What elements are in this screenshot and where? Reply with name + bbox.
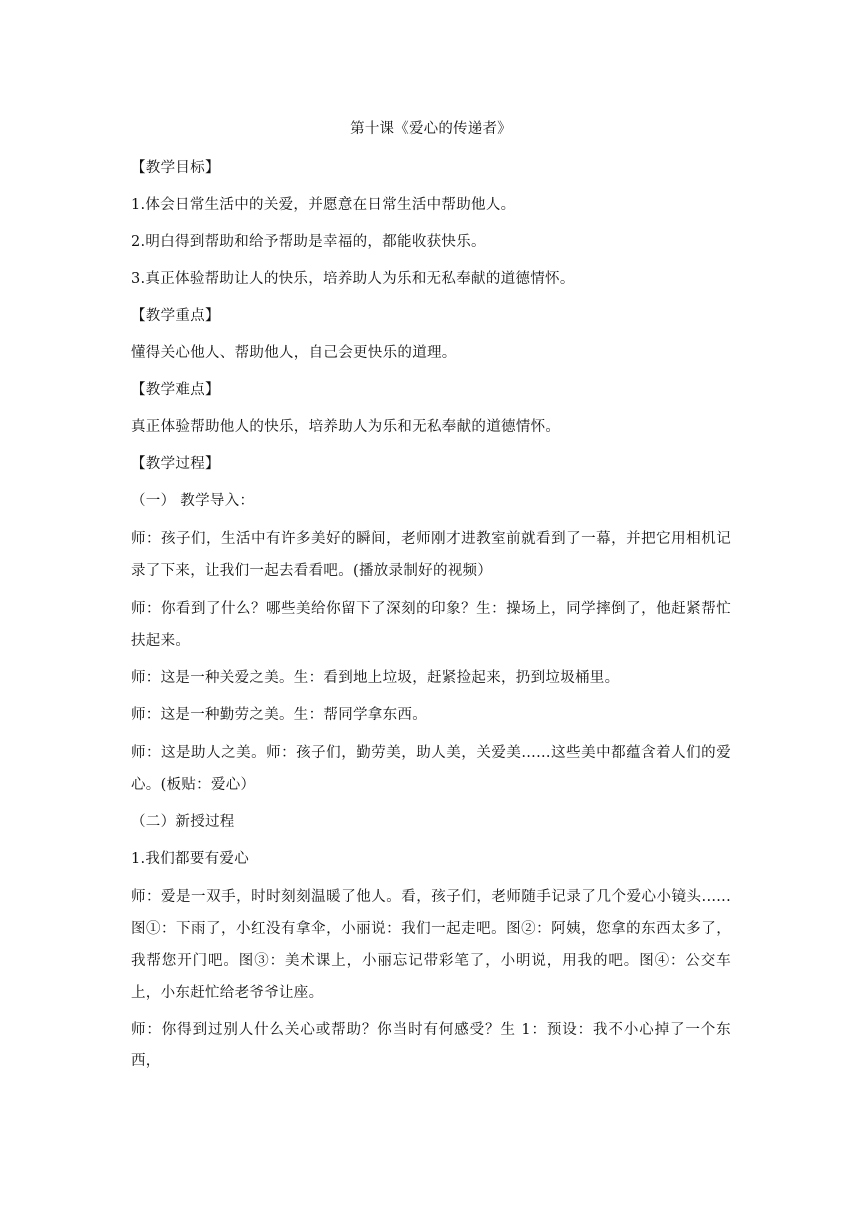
subsection-new-lesson: （二）新授过程 [131, 814, 235, 830]
section-heading-difficulties: 【教学难点】 [131, 382, 220, 398]
key-points-text: 懂得关心他人、帮助他人，自己会更快乐的道理。 [131, 345, 457, 361]
lesson-point-1: 1.我们都要有爱心 [131, 851, 250, 867]
difficulties-text: 真正体验帮助他人的快乐，培养助人为乐和无私奉献的道德情怀。 [131, 419, 561, 435]
dialogue-paragraph: 师：这是一种关爱之美。生：看到地上垃圾，赶紧捡起来，扔到垃圾桶里。 [131, 670, 620, 686]
document-body [131, 116, 731, 1083]
section-heading-objectives: 【教学目标】 [131, 160, 220, 176]
document-title: 第十课《爱心的传递者》 [350, 121, 512, 137]
objective-1: 1.体会日常生活中的关爱，并愿意在日常生活中帮助他人。 [131, 197, 516, 213]
objective-3: 3.真正体验帮助让人的快乐，培养助人为乐和无私奉献的道德情怀。 [131, 271, 575, 287]
dialogue-paragraph: 师：你看到了什么？哪些美给你留下了深刻的印象？生：操场上，同学摔倒了，他赶紧帮忙扶起来。 [131, 601, 731, 649]
dialogue-paragraph: 师：爱是一双手，时时刻刻温暖了他人。看，孩子们，老师随手记录了几个爱心小镜头......图①：下雨了，小红没有拿伞，小丽说：我们一起走吧。图②：阿姨，您拿的东西太多了，我帮您开门吧。图③：美术课上，小丽忘记带彩笔了，小明说，用我的吧。图④：公交车上，小东赶忙给老爷爷让座。 [131, 889, 731, 1001]
dialogue-paragraph: 师：这是助人之美。师：孩子们，勤劳美，助人美，关爱美......这些美中都蕴含着人们的爱心。(板贴：爱心） [131, 745, 731, 793]
section-heading-process: 【教学过程】 [131, 456, 220, 472]
section-heading-key-points: 【教学重点】 [131, 308, 220, 324]
dialogue-paragraph: 师：这是一种勤劳之美。生：帮同学拿东西。 [131, 707, 427, 723]
dialogue-paragraph: 师：孩子们，生活中有许多美好的瞬间，老师刚才进教室前就看到了一幕，并把它用相机记录了下来，让我们一起去看看吧。(播放录制好的视频） [131, 531, 731, 579]
objective-2: 2.明白得到帮助和给予帮助是幸福的，都能收获快乐。 [131, 234, 486, 250]
subsection-intro: （一） 教学导入： [131, 493, 255, 509]
dialogue-paragraph: 师：你得到过别人什么关心或帮助？你当时有何感受？生 1：预设：我不小心掉了一个东西， [131, 1022, 731, 1069]
